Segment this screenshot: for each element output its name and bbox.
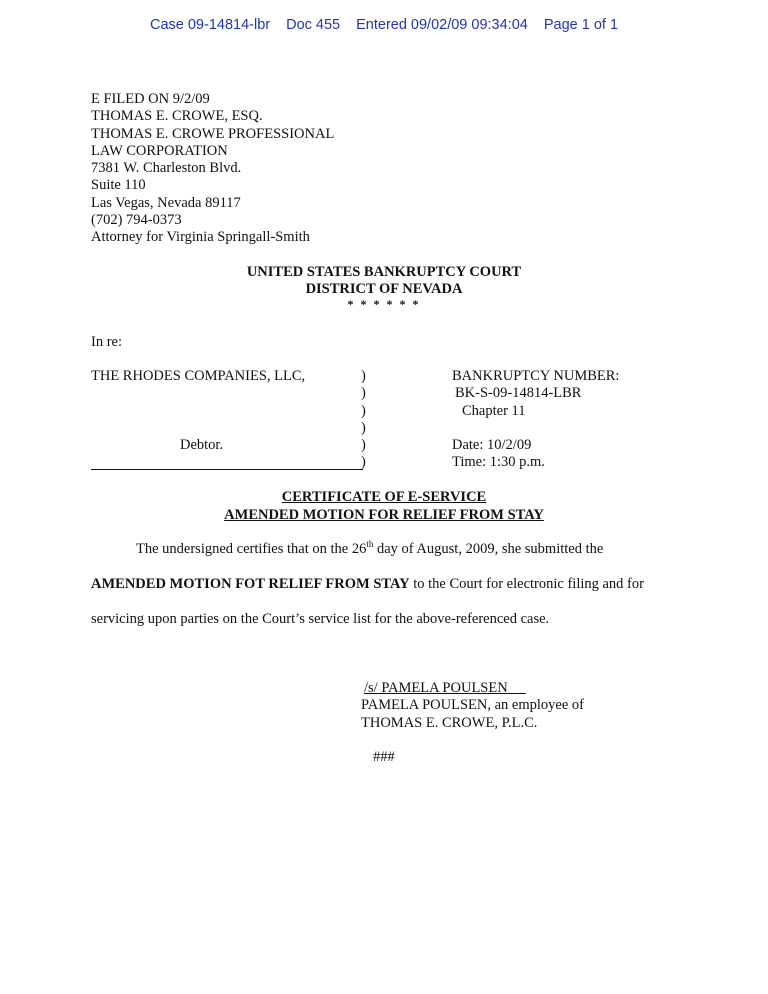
paren: ): [361, 437, 366, 454]
document-title: [0, 489, 768, 524]
signer-name: PAMELA POULSEN, an employee of: [361, 697, 584, 714]
e-signature: /s/ PAMELA POULSEN: [364, 680, 508, 696]
title-line-1: CERTIFICATE OF E-SERVICE: [281, 489, 487, 505]
attorney-name: THOMAS E. CROWE, ESQ.: [91, 108, 263, 125]
body-paragraph-line-2: AMENDED MOTION FOT RELIEF FROM STAY to the Court for electronic filing and for: [91, 576, 644, 592]
signer-firm: THOMAS E. CROWE, P.L.C.: [361, 714, 538, 731]
debtor-name: THE RHODES COMPANIES, LLC,: [91, 368, 306, 384]
hearing-time: Time: 1:30 p.m.: [452, 454, 545, 471]
paren: ): [361, 454, 366, 471]
doc-number: Doc 455: [286, 17, 341, 33]
city-state-zip: Las Vegas, Nevada 89117: [91, 194, 241, 211]
hearing-date: Date: 10/2/09: [452, 437, 532, 454]
body-paragraph-line-1: The undersigned certifies that on the 26th day of August, 2009, she submitted the: [136, 539, 604, 557]
paren: ): [361, 368, 366, 384]
court-name: UNITED STATES BANKRUPTCY COURT: [246, 264, 522, 280]
in-re-label: In re:: [91, 334, 122, 350]
paren: ): [361, 402, 366, 419]
motion-name: AMENDED MOTION FOT RELIEF FROM STAY: [91, 576, 410, 592]
chapter: Chapter 11: [462, 402, 526, 419]
bankruptcy-number: BK-S-09-14814-LBR: [455, 385, 582, 402]
street-address: 7381 W. Charleston Blvd.: [91, 160, 242, 177]
title-line-2: AMENDED MOTION FOR RELIEF FROM STAY: [224, 506, 544, 523]
attorney-for: Attorney for Virginia Springall-Smith: [91, 229, 310, 246]
caption-rule: [91, 469, 363, 470]
ordinal-suffix: th: [366, 539, 374, 549]
firm-name-2: LAW CORPORATION: [91, 142, 228, 159]
signature-block: [361, 680, 584, 732]
suite: Suite 110: [91, 177, 146, 194]
paren: ): [361, 385, 366, 402]
efiled-line: E FILED ON 9/2/09: [91, 91, 210, 107]
end-mark: ###: [373, 749, 395, 765]
debtor-label: Debtor.: [180, 437, 224, 453]
court-district: DISTRICT OF NEVADA: [305, 281, 463, 297]
ecf-header: [0, 17, 768, 33]
court-heading: [0, 264, 768, 310]
page-indicator: Page 1 of 1: [543, 17, 619, 33]
paren: ): [361, 419, 366, 436]
phone: (702) 794-0373: [91, 212, 182, 229]
case-number: Case 09-14814-lbr: [149, 17, 271, 33]
stars-separator: * * * * * *: [347, 297, 421, 311]
case-info: [452, 368, 619, 472]
body-paragraph-line-3: servicing upon parties on the Court’s service list for the above-referenced case.: [91, 611, 550, 627]
attorney-block: [91, 91, 334, 247]
caption-parentheses: [361, 368, 366, 472]
firm-name-1: THOMAS E. CROWE PROFESSIONAL: [91, 125, 335, 142]
entered-stamp: Entered 09/02/09 09:34:04: [356, 17, 528, 33]
bankruptcy-number-label: BANKRUPTCY NUMBER:: [452, 368, 620, 384]
